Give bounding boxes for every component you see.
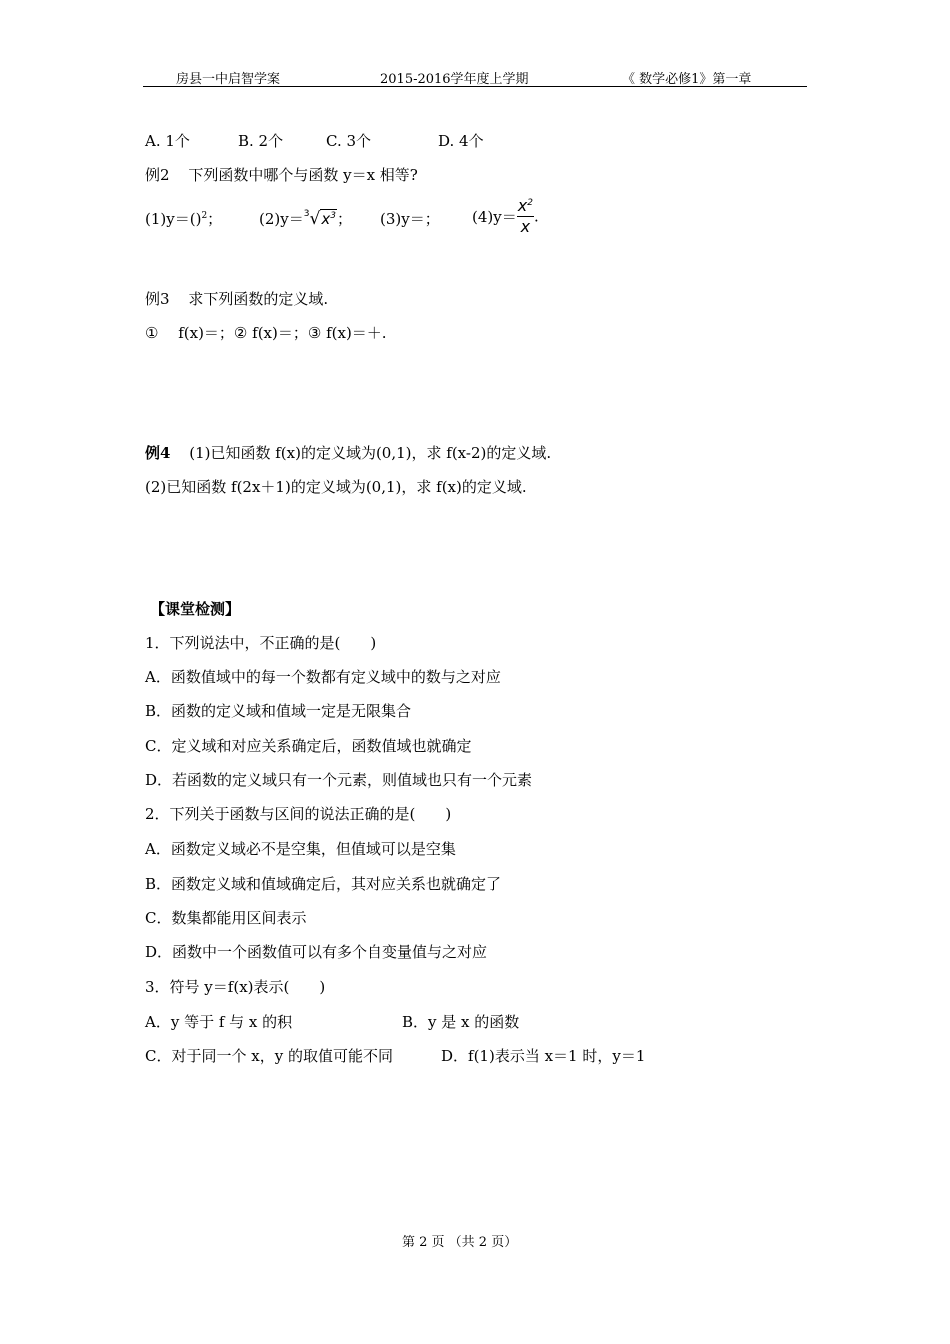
example2-item-1 bbox=[145, 208, 222, 229]
question-line: 3．符号 y＝f(x)表示( ) bbox=[145, 978, 326, 996]
question-line: D．若函数的定义域只有一个元素，则值域也只有一个元素 bbox=[145, 771, 533, 789]
question-line: 1．下列说法中，不正确的是( ) bbox=[145, 634, 377, 652]
numerator-base: x bbox=[517, 196, 528, 215]
example3-heading bbox=[145, 288, 328, 309]
page-footer: 第 2 页 （共 2 页） bbox=[402, 1235, 518, 1250]
q0-option-a: A. 1个 bbox=[145, 132, 190, 150]
item1-exponent: 2 bbox=[201, 211, 208, 221]
example2-item-3: (3)y＝； bbox=[380, 210, 440, 228]
q3-option-b: B．y 是 x 的函数 bbox=[402, 1013, 520, 1031]
item1-expr: (1)y＝() bbox=[145, 210, 202, 228]
numerator-exponent: 2 bbox=[527, 198, 533, 208]
header-right: 《 数学必修1》第一章 bbox=[622, 72, 752, 87]
question-line: C．数集都能用区间表示 bbox=[145, 909, 307, 927]
question-line: C．定义域和对应关系确定后，函数值域也就确定 bbox=[145, 737, 472, 755]
example2-item-4 bbox=[472, 196, 539, 237]
example2-text: 下列函数中哪个与函数 y＝x 相等? bbox=[188, 166, 418, 184]
question-line: 2．下列关于函数与区间的说法正确的是( ) bbox=[145, 805, 452, 823]
header-left: 房县一中启智学案 bbox=[176, 72, 281, 87]
q0-option-d: D. 4个 bbox=[438, 132, 484, 150]
example4-part1-text: (1)已知函数 f(x)的定义域为(0,1)，求 f(x-2)的定义域. bbox=[189, 444, 552, 462]
question-line: B．函数定义域和值域确定后，其对应关系也就确定了 bbox=[145, 875, 502, 893]
root-exponent: 3 bbox=[330, 211, 336, 221]
q3-option-a: A．y 等于 f 与 x 的积 bbox=[145, 1013, 293, 1031]
example4-part2: (2)已知函数 f(2x＋1)的定义域为(0,1)，求 f(x)的定义域. bbox=[145, 478, 527, 496]
example3-label: 例3 bbox=[145, 290, 170, 308]
root-base: x bbox=[321, 210, 331, 228]
example4-part1 bbox=[145, 442, 551, 463]
root-body bbox=[320, 209, 337, 228]
header-center: 2015-2016学年度上学期 bbox=[380, 72, 529, 87]
item4-end: . bbox=[533, 207, 539, 226]
header-rule bbox=[143, 86, 807, 87]
item2-expr: (2)y＝ bbox=[259, 210, 304, 228]
item1-end: ； bbox=[207, 210, 223, 228]
example4-label: 例4 bbox=[145, 444, 171, 462]
example2-item-2 bbox=[259, 208, 352, 229]
item2-end: ； bbox=[336, 210, 352, 228]
q3-option-c: C．对于同一个 x，y 的取值可能不同 bbox=[145, 1047, 393, 1065]
question-line: A．函数值域中的每一个数都有定义域中的数与之对应 bbox=[145, 668, 501, 686]
cube-root bbox=[304, 210, 337, 228]
example2-label: 例2 bbox=[145, 166, 170, 184]
q3-option-d: D．f(1)表示当 x＝1 时，y＝1 bbox=[441, 1047, 646, 1065]
radical-sign: √ bbox=[309, 209, 321, 229]
root-index: 3 bbox=[303, 209, 310, 219]
question-line: D．函数中一个函数值可以有多个自变量值与之对应 bbox=[145, 943, 488, 961]
question-line: B．函数的定义域和值域一定是无限集合 bbox=[145, 702, 412, 720]
fraction-denominator: x bbox=[520, 217, 531, 236]
fraction bbox=[517, 196, 534, 237]
question-line: A．函数定义域必不是空集，但值域可以是空集 bbox=[145, 840, 456, 858]
q0-option-b: B. 2个 bbox=[238, 132, 284, 150]
item4-expr: (4)y＝ bbox=[472, 208, 517, 226]
example3-line: ① f(x)＝；② f(x)＝；③ f(x)＝＋. bbox=[145, 324, 387, 342]
section-title: 【课堂检测】 bbox=[150, 600, 241, 618]
q0-option-c: C. 3个 bbox=[326, 132, 372, 150]
fraction-numerator bbox=[517, 196, 534, 217]
example3-text: 求下列函数的定义域. bbox=[188, 290, 329, 308]
example2-heading bbox=[145, 164, 418, 185]
